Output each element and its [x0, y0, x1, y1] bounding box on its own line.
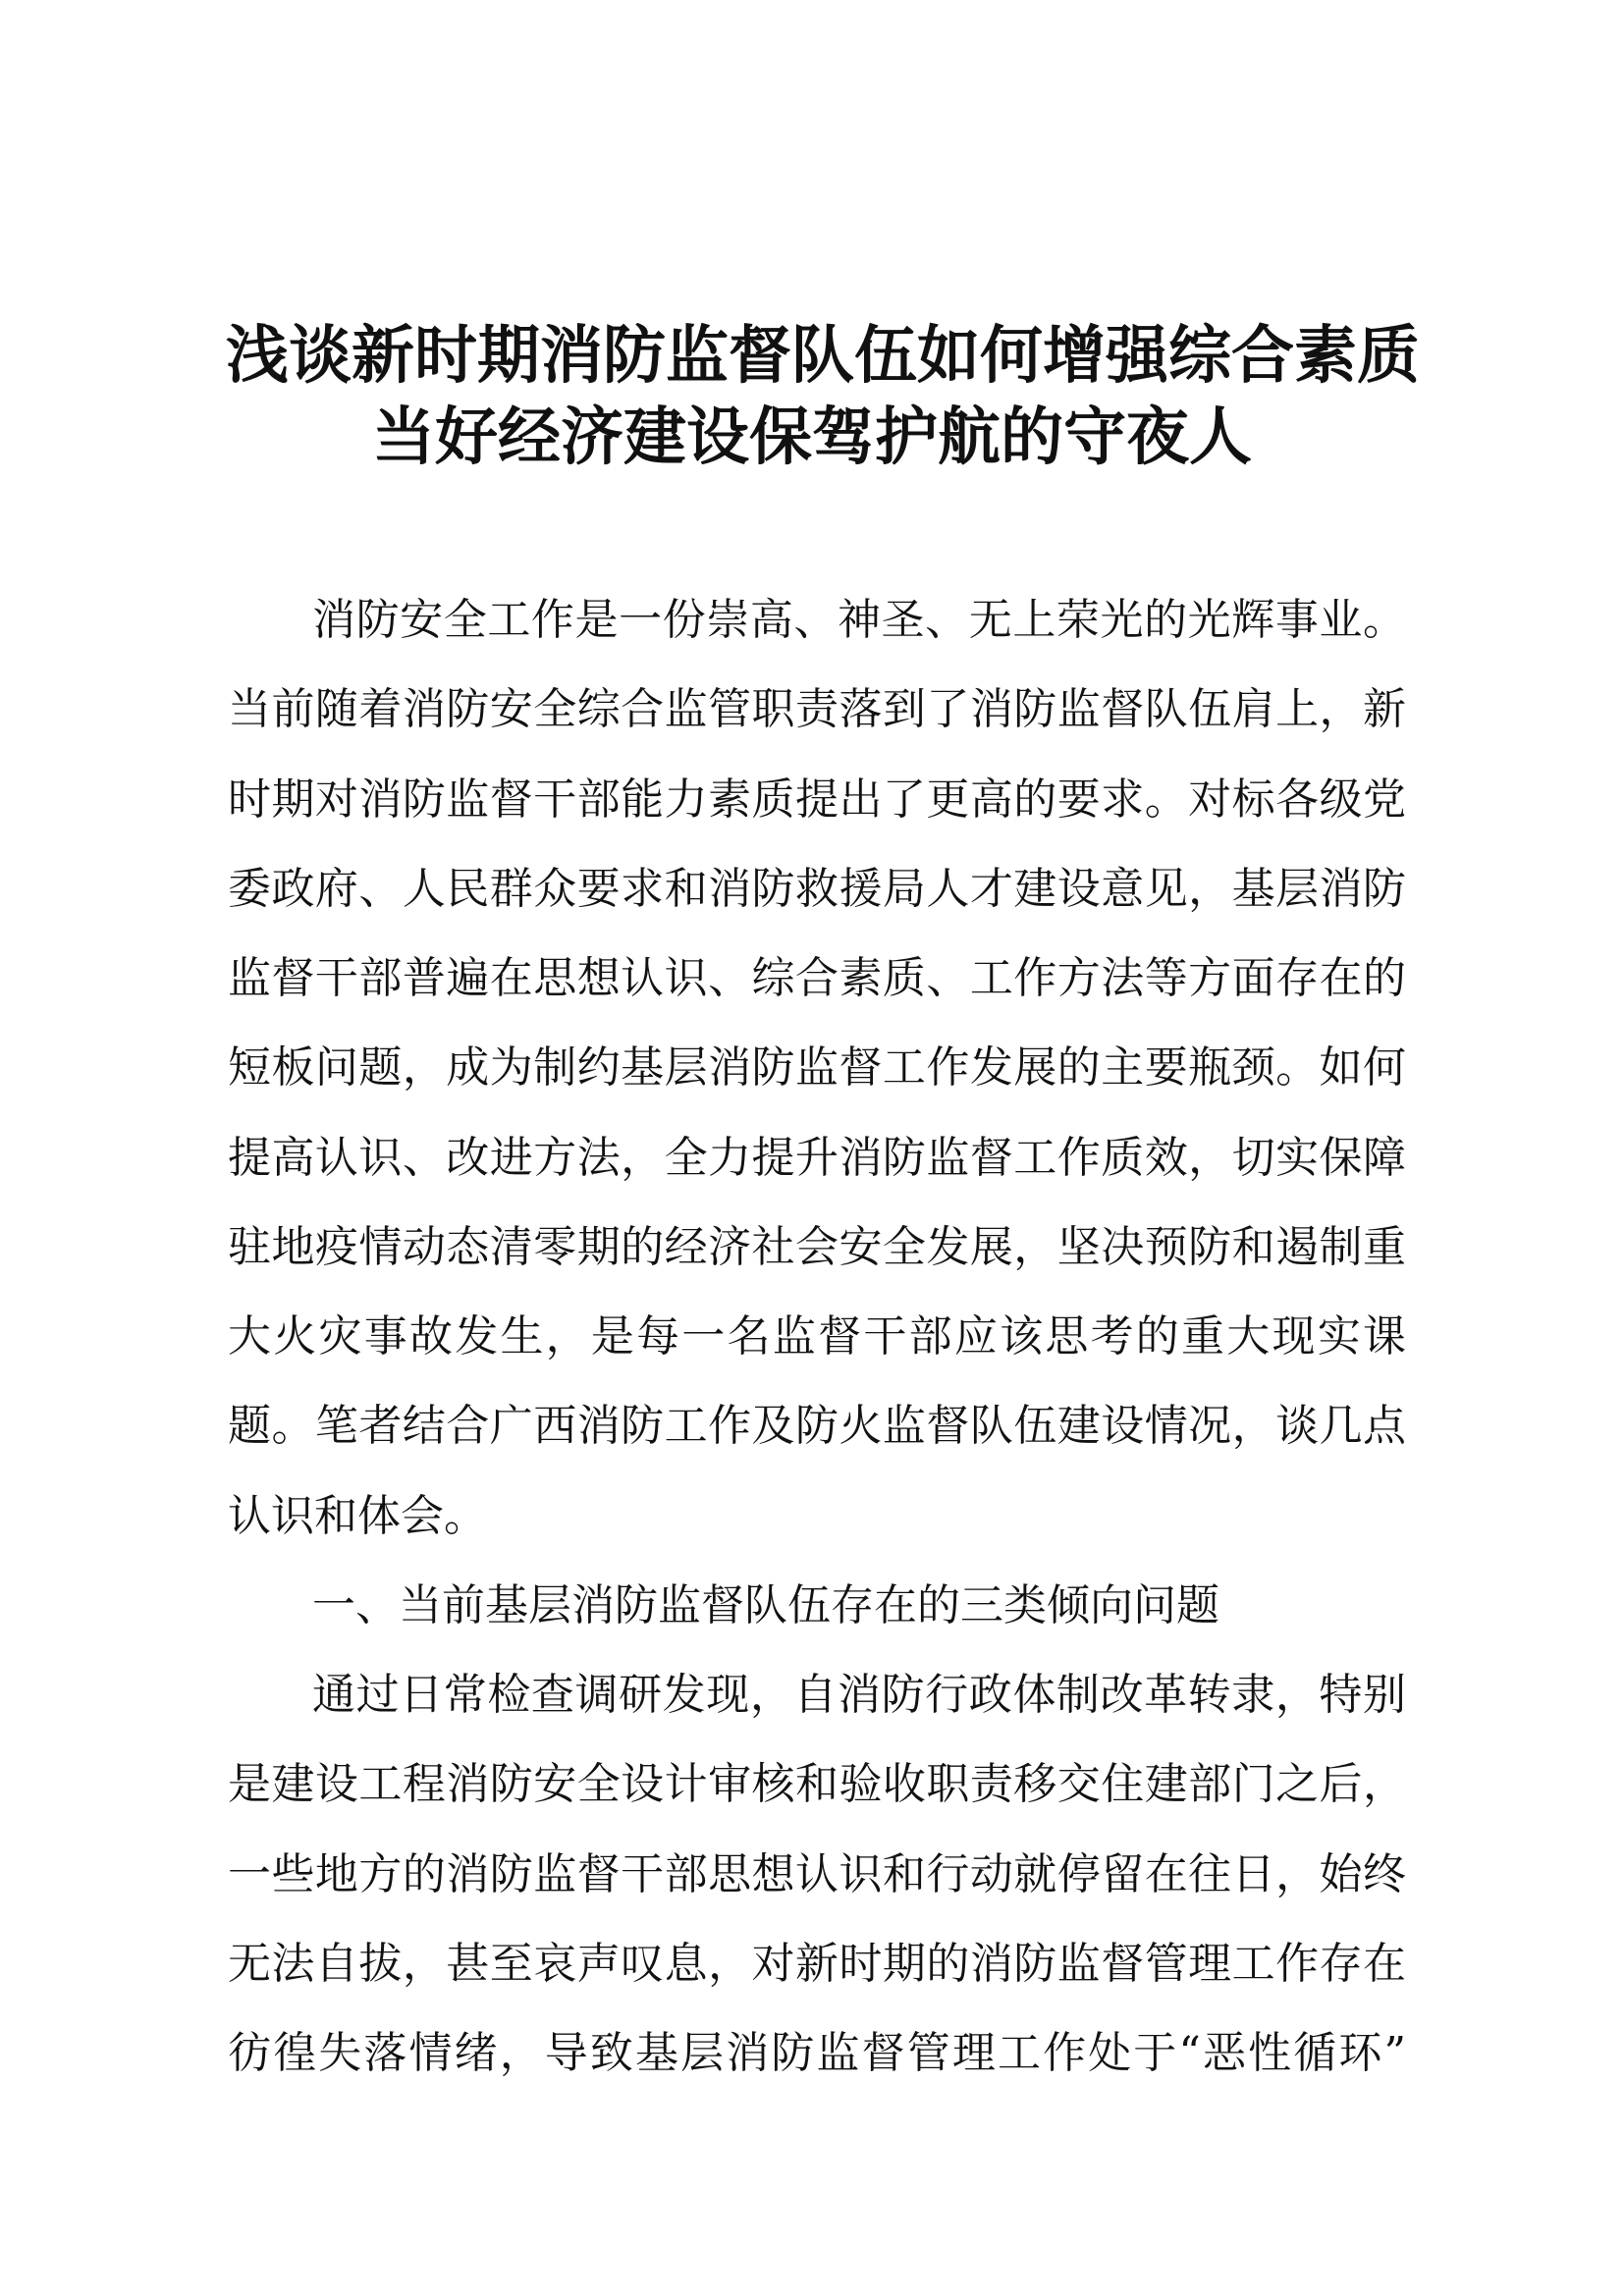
paragraph-1-line: 驻地疫情动态清零期的经济社会安全发展，坚决预防和遏制重: [228, 1222, 1406, 1272]
paragraph-1-line: 短板问题，成为制约基层消防监督工作发展的主要瓶颈。如何: [228, 1042, 1406, 1093]
paragraph-1-line: 消防安全工作是一份崇高、神圣、无上荣光的光辉事业。: [312, 595, 1406, 645]
document-title-line-2: 当好经济建设保驾护航的守夜人: [372, 400, 1252, 474]
paragraph-1-line: 题。笔者结合广西消防工作及防火监督队伍建设情况，谈几点: [228, 1401, 1406, 1451]
paragraph-1-line: 监督干部普遍在思想认识、综合素质、工作方法等方面存在的: [228, 953, 1406, 1003]
paragraph-1-line: 提高认识、改进方法，全力提升消防监督工作质效，切实保障: [228, 1133, 1406, 1183]
paragraph-1-line: 时期对消防监督干部能力素质提出了更高的要求。对标各级党: [228, 774, 1406, 825]
paragraph-1-line: 认识和体会。: [228, 1491, 487, 1541]
paragraph-1-line: 当前随着消防安全综合监管职责落到了消防监督队伍肩上，新: [228, 684, 1406, 734]
document-title-line-1: 浅谈新时期消防监督队伍如何增强综合素质: [226, 319, 1420, 393]
paragraph-2-line: 彷徨失落情绪，导致基层消防监督管理工作处于“恶性循环”: [228, 2028, 1406, 2078]
paragraph-2-line: 是建设工程消防安全设计审核和验收职责移交住建部门之后，: [228, 1759, 1406, 1809]
paragraph-1-line: 大火灾事故发生，是每一名监督干部应该思考的重大现实课: [228, 1311, 1406, 1362]
paragraph-2-line: 一些地方的消防监督干部思想认识和行动就停留在往日，始终: [228, 1849, 1406, 1899]
section-1-heading: 一、当前基层消防监督队伍存在的三类倾向问题: [312, 1580, 1219, 1630]
paragraph-1-line: 委政府、人民群众要求和消防救援局人才建设意见，基层消防: [228, 864, 1406, 914]
paragraph-2-line: 通过日常检查调研发现，自消防行政体制改革转隶，特别: [312, 1670, 1406, 1720]
paragraph-2-line: 无法自拔，甚至哀声叹息，对新时期的消防监督管理工作存在: [228, 1939, 1406, 1989]
